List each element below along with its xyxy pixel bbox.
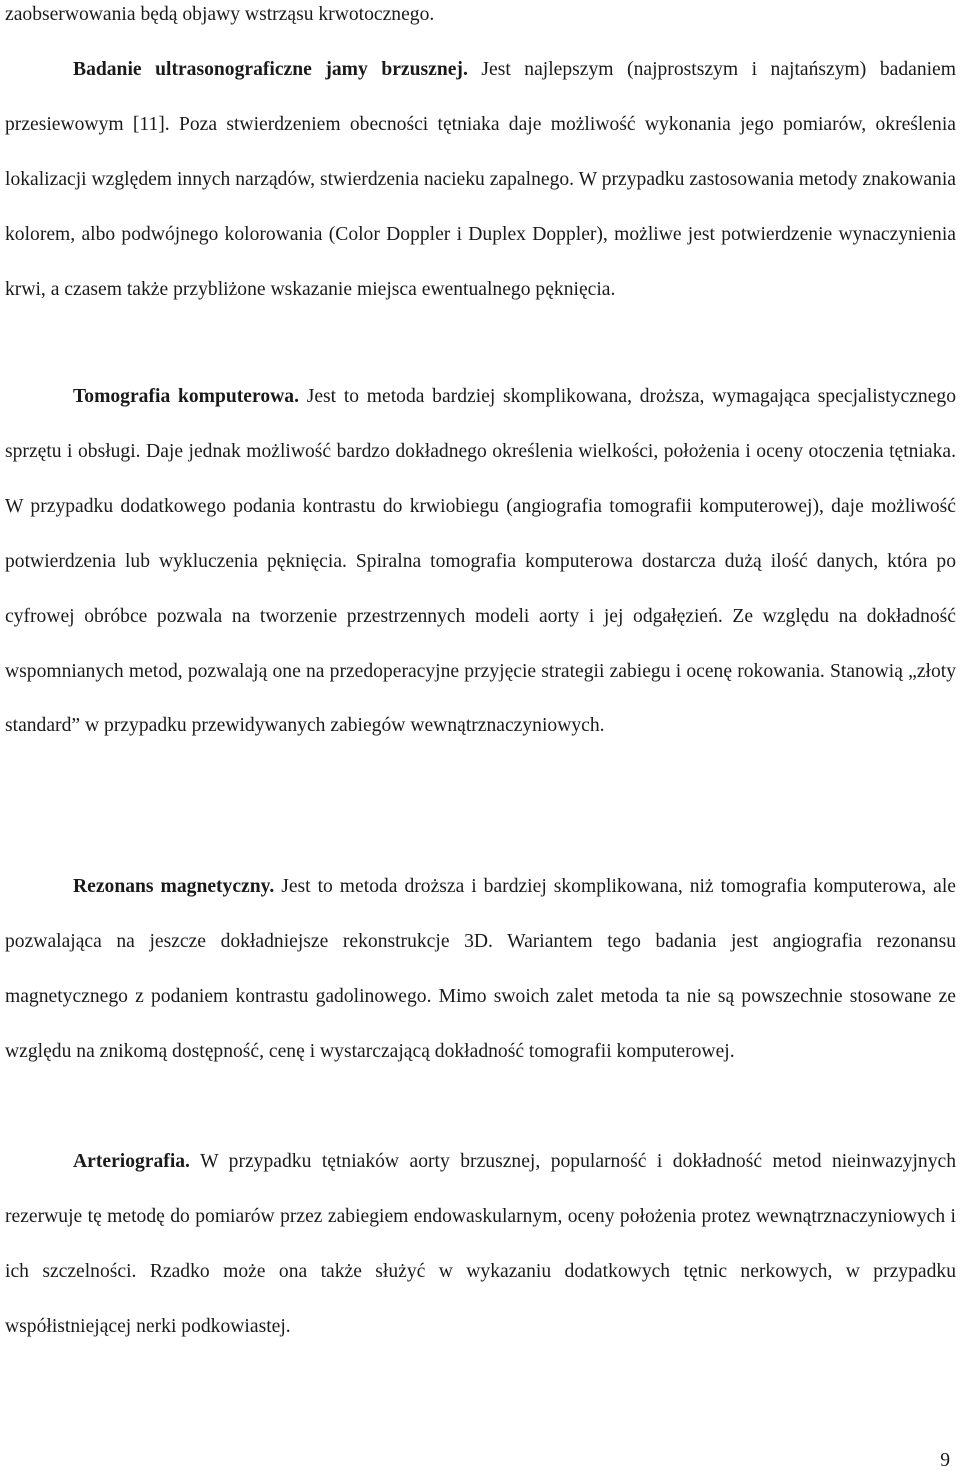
intro-fragment-block xyxy=(5,0,956,43)
page-number: 9 xyxy=(940,1450,950,1471)
body-mri: Jest to metoda droższa i bardziej skomplikowana, niż tomografia komputerowa, ale pozwalająca na jeszcze dokładniejsze rekonstrukcje 3D. Wariantem tego badania jest angiografia rezonansu magnetycznego z podaniem kontrastu gadolinowego. Mimo swoich zalet metoda ta nie są powszechnie stosowane ze względu na znikomą dostępność, cenę i wystarczającą dokładność tomografii komputerowej. xyxy=(5,876,956,1062)
heading-ultrasound: Badanie ultrasonograficzne jamy brzusznej. xyxy=(73,59,468,80)
paragraph-ct xyxy=(5,370,956,754)
body-ultrasound: Jest najlepszym (najprostszym i najtańszym) badaniem przesiewowym [11]. Poza stwierdzeniem obecności tętniaka daje możliwość wykonania jego pomiarów, określenia lokalizacji względem innych narządów, stwierdzenia nacieku zapalnego. W przypadku zastosowania metody znakowania kolorem, albo podwójnego kolorowania (Color Doppler i Duplex Doppler), możliwe jest potwierdzenie wynaczynienia krwi, a czasem także przybliżone wskazanie miejsca ewentualnego pęknięcia. xyxy=(5,59,956,300)
body-arteriography: W przypadku tętniaków aorty brzusznej, popularność i dokładność metod nieinwazyjnych rezerwuje tę metodę do pomiarów przez zabiegiem endowaskularnym, oceny położenia protez wewnątrznaczyniowych i ich szczelności. Rzadko może ona także służyć w wykazaniu dodatkowych tętnic nerkowych, w przypadku współistniejącej nerki podkowiastej. xyxy=(5,1151,956,1337)
section-ultrasound xyxy=(5,43,956,318)
body-ct: Jest to metoda bardziej skomplikowana, droższa, wymagająca specjalistycznego sprzętu i obsługi. Daje jednak możliwość bardzo dokładnego określenia wielkości, położenia i oceny otoczenia tętniaka. W przypadku dodatkowego podania kontrastu do krwiobiegu (angiografia tomografii komputerowej), daje możliwość potwierdzenia lub wykluczenia pęknięcia. Spiralna tomografia komputerowa dostarcza dużą ilość danych, która po cyfrowej obróbce pozwala na tworzenie przestrzennych modeli aorty i jej odgałęzień. Ze względu na dokładność wspomnianych metod, pozwalają one na przedoperacyjne przyjęcie strategii zabiegu i ocenę rokowania. Stanowią „złoty standard” w przypadku przewidywanych zabiegów wewnątrznaczyniowych. xyxy=(5,386,956,737)
section-arteriography xyxy=(5,1135,956,1355)
paragraph-mri xyxy=(5,860,956,1080)
paragraph-ultrasound xyxy=(5,43,956,318)
heading-arteriography: Arteriografia. xyxy=(73,1151,190,1172)
paragraph-arteriography xyxy=(5,1135,956,1355)
section-ct xyxy=(5,370,956,754)
heading-mri: Rezonans magnetyczny. xyxy=(73,876,275,897)
intro-fragment: zaobserwowania będą objawy wstrząsu krwotocznego. xyxy=(5,4,435,25)
section-mri xyxy=(5,860,956,1080)
heading-ct: Tomografia komputerowa. xyxy=(73,386,299,407)
